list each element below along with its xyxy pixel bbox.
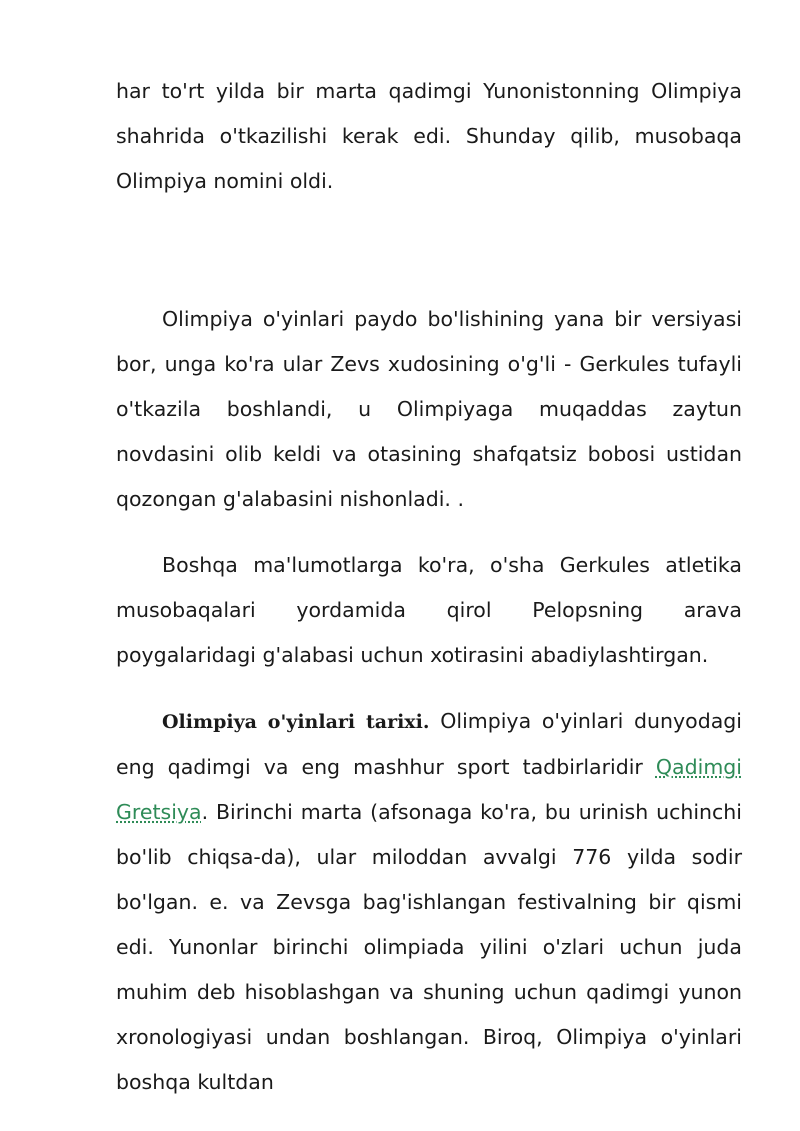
history-text-start: Olimpiya o'yinlari dunyodagi eng qadimgi va eng mashhur sport tadbirlaridir <box>116 709 742 779</box>
history-text-rest: . Birinchi marta (afsonaga ko'ra, bu urinish uchinchi bo'lib chiqsa-da), ular miloddan avvalgi 776 yilda sodir bo'lgan. e. va Zevsga bag'ishlangan festivalning bir qismi edi. Yunonlar birinchi olimpiada yilini o'zlari uchun juda muhim deb hisoblashgan va shuning uchun qadimgi yunon xronologiyasi undan boshlangan. Biroq, Olimpiya o'yinlari boshqa kultdan <box>116 800 742 1094</box>
link-ancient-greece[interactable]: Qadimgi Gretsiya <box>116 755 742 824</box>
paragraph-hercules-version: Olimpiya o'yinlari paydo bo'lishining yana bir versiyasi bor, unga ko'ra ular Zevs xudosining o'g'li - Gerkules tufayli o'tkazila boshlandi, u Olimpiyaga muqaddas zaytun novdasini olib keldi va otasining shafqatsiz bobosi ustidan qozongan g'alabasini nishonladi. . <box>116 307 742 511</box>
section-heading: Olimpiya o'yinlari tarixi. <box>162 711 430 733</box>
paragraph-olimpiya-name: har to'rt yilda bir marta qadimgi Yunonistonning Olimpiya shahrida o'tkazilishi kerak edi. Shunday qilib, musobaqa Olimpiya nomini oldi. <box>116 79 742 193</box>
paragraph-history <box>116 699 742 1105</box>
paragraph-pelops-version: Boshqa ma'lumotlarga ko'ra, o'sha Gerkules atletika musobaqalari yordamida qirol Pelopsning arava poygalaridagi g'alabasi uchun xotirasini abadiylashtirgan. <box>116 553 742 667</box>
